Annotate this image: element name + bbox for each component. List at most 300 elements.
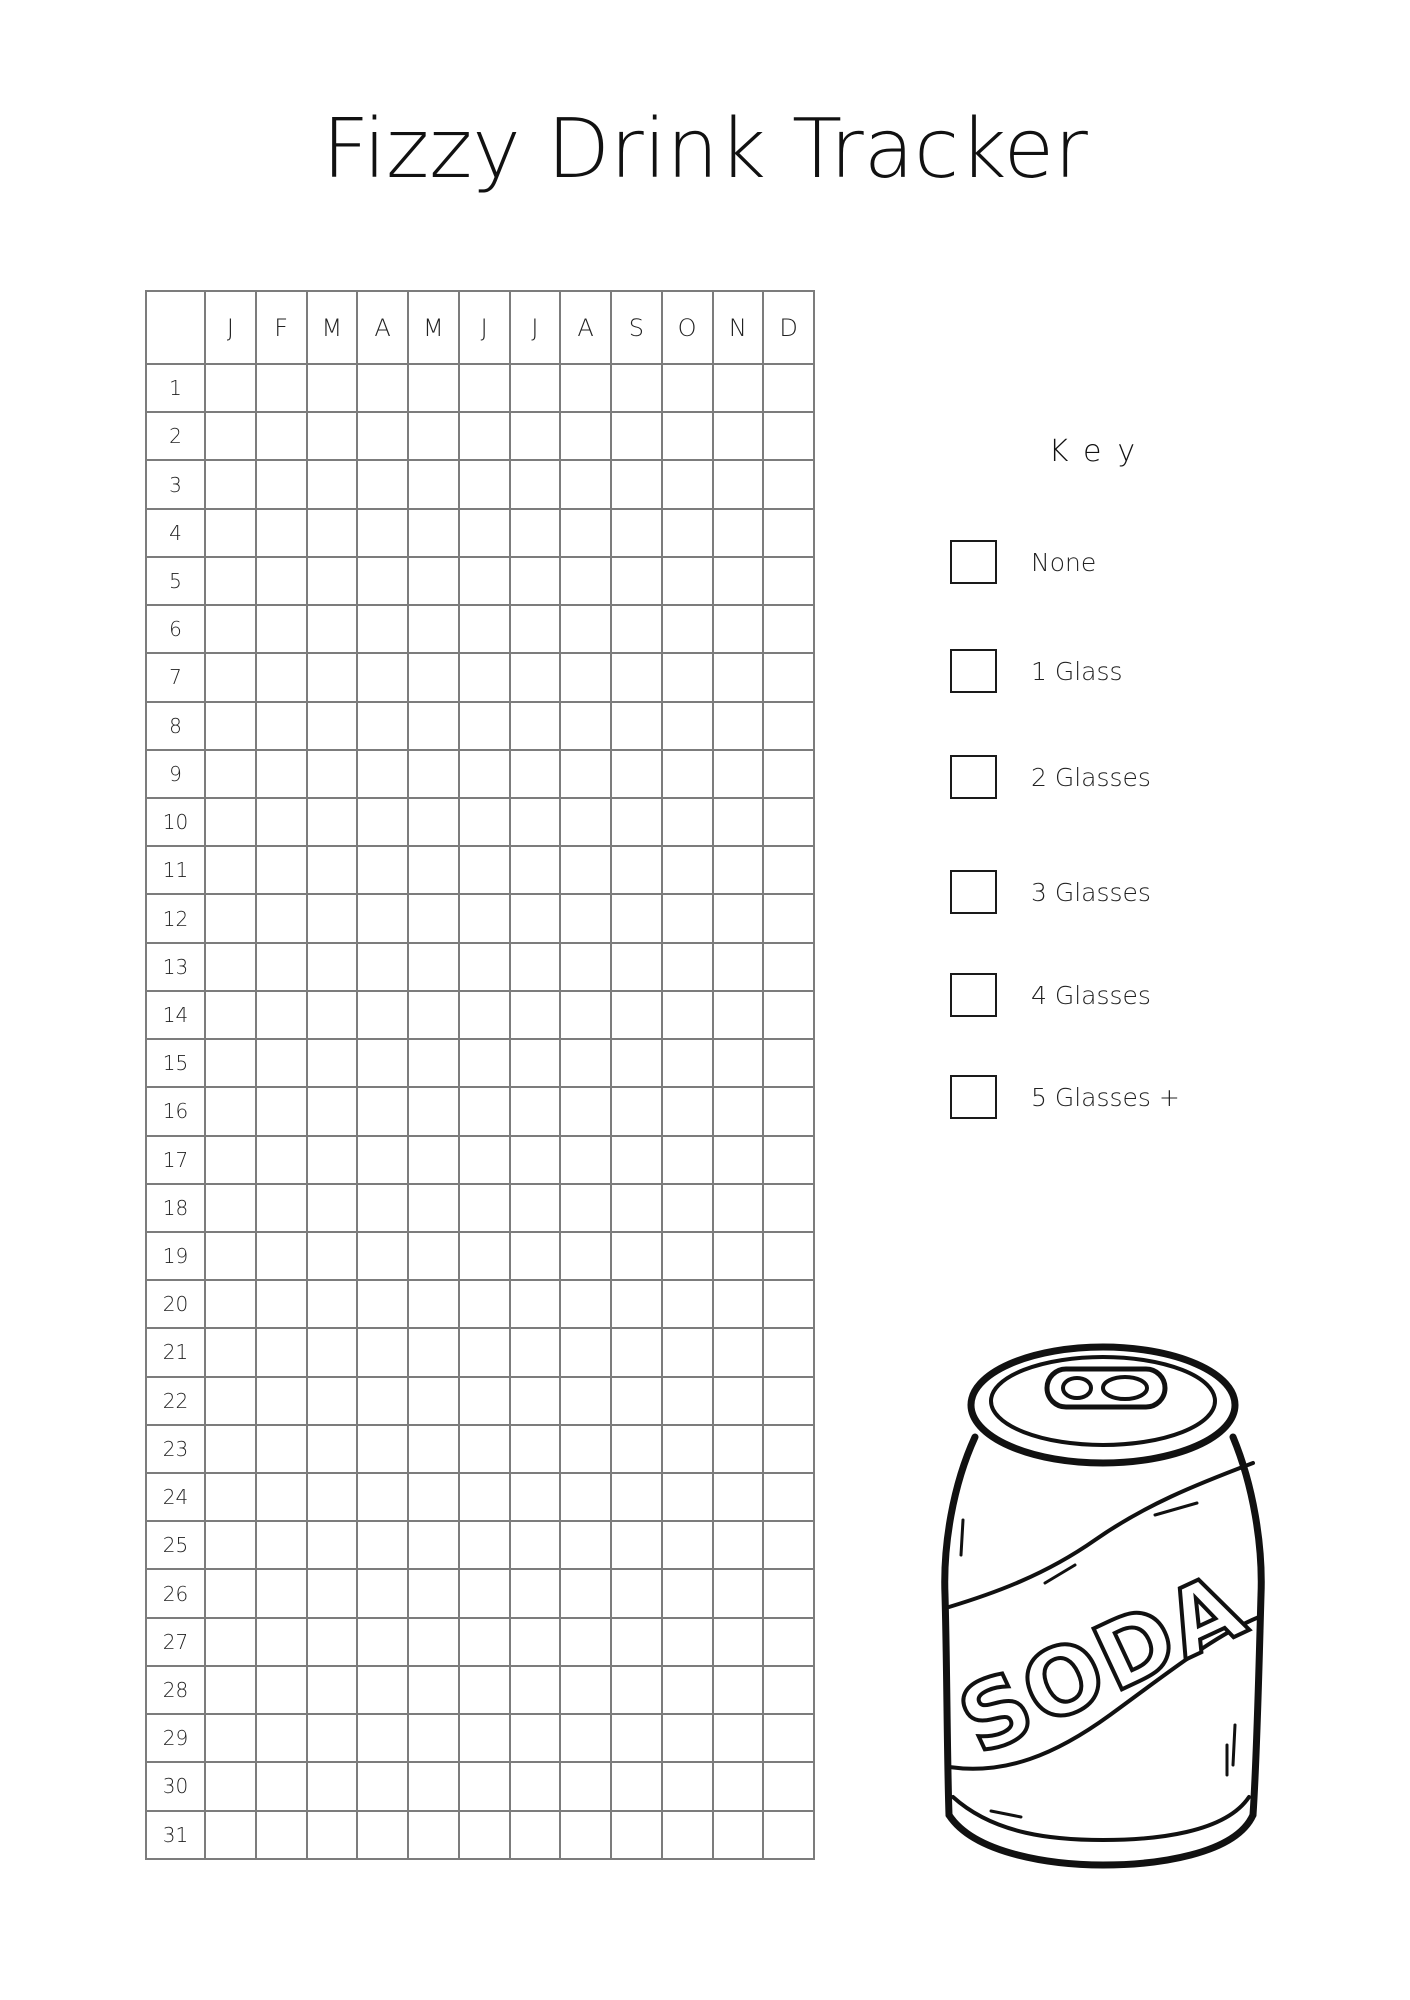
tracker-cell[interactable] <box>205 1232 256 1280</box>
tracker-cell[interactable] <box>713 605 764 653</box>
tracker-cell[interactable] <box>560 1328 611 1376</box>
tracker-cell[interactable] <box>357 894 408 942</box>
tracker-cell[interactable] <box>763 1136 814 1184</box>
tracker-cell[interactable] <box>307 509 358 557</box>
tracker-cell[interactable] <box>408 1232 459 1280</box>
tracker-cell[interactable] <box>662 1377 713 1425</box>
tracker-cell[interactable] <box>357 1473 408 1521</box>
key-box-1-glass[interactable] <box>950 649 997 693</box>
tracker-cell[interactable] <box>611 1280 662 1328</box>
tracker-cell[interactable] <box>459 1618 510 1666</box>
tracker-cell[interactable] <box>357 943 408 991</box>
tracker-cell[interactable] <box>611 653 662 701</box>
tracker-cell[interactable] <box>205 412 256 460</box>
tracker-cell[interactable] <box>510 943 561 991</box>
tracker-cell[interactable] <box>560 364 611 412</box>
tracker-cell[interactable] <box>560 1569 611 1617</box>
tracker-cell[interactable] <box>662 1039 713 1087</box>
tracker-cell[interactable] <box>662 750 713 798</box>
tracker-cell[interactable] <box>510 1618 561 1666</box>
tracker-cell[interactable] <box>205 605 256 653</box>
tracker-cell[interactable] <box>256 1377 307 1425</box>
tracker-cell[interactable] <box>560 412 611 460</box>
tracker-cell[interactable] <box>662 1328 713 1376</box>
tracker-cell[interactable] <box>205 943 256 991</box>
tracker-cell[interactable] <box>510 412 561 460</box>
tracker-cell[interactable] <box>256 1714 307 1762</box>
tracker-cell[interactable] <box>560 702 611 750</box>
tracker-cell[interactable] <box>611 460 662 508</box>
tracker-cell[interactable] <box>713 1184 764 1232</box>
tracker-cell[interactable] <box>560 1521 611 1569</box>
tracker-cell[interactable] <box>408 846 459 894</box>
tracker-cell[interactable] <box>408 702 459 750</box>
tracker-cell[interactable] <box>662 364 713 412</box>
tracker-cell[interactable] <box>459 943 510 991</box>
tracker-cell[interactable] <box>713 364 764 412</box>
tracker-cell[interactable] <box>256 846 307 894</box>
tracker-cell[interactable] <box>763 1232 814 1280</box>
tracker-cell[interactable] <box>205 1039 256 1087</box>
tracker-cell[interactable] <box>763 364 814 412</box>
tracker-cell[interactable] <box>713 702 764 750</box>
tracker-cell[interactable] <box>459 1039 510 1087</box>
tracker-cell[interactable] <box>307 1136 358 1184</box>
tracker-cell[interactable] <box>357 1762 408 1810</box>
tracker-cell[interactable] <box>763 750 814 798</box>
tracker-cell[interactable] <box>662 1136 713 1184</box>
tracker-cell[interactable] <box>611 1521 662 1569</box>
tracker-cell[interactable] <box>459 605 510 653</box>
tracker-cell[interactable] <box>357 1666 408 1714</box>
tracker-cell[interactable] <box>357 1811 408 1859</box>
tracker-cell[interactable] <box>205 1280 256 1328</box>
tracker-cell[interactable] <box>560 943 611 991</box>
tracker-cell[interactable] <box>459 894 510 942</box>
tracker-cell[interactable] <box>713 1618 764 1666</box>
tracker-cell[interactable] <box>560 991 611 1039</box>
tracker-cell[interactable] <box>662 846 713 894</box>
tracker-cell[interactable] <box>611 509 662 557</box>
tracker-cell[interactable] <box>510 1521 561 1569</box>
tracker-cell[interactable] <box>357 412 408 460</box>
tracker-cell[interactable] <box>510 1714 561 1762</box>
tracker-cell[interactable] <box>408 991 459 1039</box>
tracker-cell[interactable] <box>408 1569 459 1617</box>
tracker-cell[interactable] <box>713 846 764 894</box>
tracker-cell[interactable] <box>459 1377 510 1425</box>
tracker-cell[interactable] <box>662 460 713 508</box>
tracker-cell[interactable] <box>459 798 510 846</box>
tracker-cell[interactable] <box>408 750 459 798</box>
tracker-cell[interactable] <box>763 702 814 750</box>
tracker-cell[interactable] <box>510 605 561 653</box>
tracker-cell[interactable] <box>357 991 408 1039</box>
tracker-cell[interactable] <box>763 460 814 508</box>
tracker-cell[interactable] <box>408 1618 459 1666</box>
tracker-cell[interactable] <box>713 1569 764 1617</box>
tracker-cell[interactable] <box>357 605 408 653</box>
tracker-cell[interactable] <box>763 894 814 942</box>
tracker-cell[interactable] <box>357 1136 408 1184</box>
tracker-cell[interactable] <box>256 991 307 1039</box>
tracker-cell[interactable] <box>307 991 358 1039</box>
tracker-cell[interactable] <box>205 1618 256 1666</box>
tracker-cell[interactable] <box>560 846 611 894</box>
tracker-cell[interactable] <box>357 1377 408 1425</box>
tracker-cell[interactable] <box>510 1136 561 1184</box>
tracker-cell[interactable] <box>256 1425 307 1473</box>
tracker-cell[interactable] <box>459 1473 510 1521</box>
tracker-cell[interactable] <box>713 460 764 508</box>
key-box-3-glasses[interactable] <box>950 870 997 914</box>
tracker-cell[interactable] <box>307 1087 358 1135</box>
tracker-cell[interactable] <box>510 750 561 798</box>
tracker-cell[interactable] <box>357 798 408 846</box>
tracker-cell[interactable] <box>307 1666 358 1714</box>
tracker-cell[interactable] <box>662 557 713 605</box>
tracker-cell[interactable] <box>256 1136 307 1184</box>
tracker-cell[interactable] <box>713 1811 764 1859</box>
tracker-cell[interactable] <box>662 1232 713 1280</box>
tracker-cell[interactable] <box>408 1087 459 1135</box>
tracker-cell[interactable] <box>662 991 713 1039</box>
tracker-cell[interactable] <box>611 1039 662 1087</box>
tracker-cell[interactable] <box>611 1087 662 1135</box>
tracker-cell[interactable] <box>763 1184 814 1232</box>
tracker-cell[interactable] <box>510 1569 561 1617</box>
tracker-cell[interactable] <box>256 750 307 798</box>
tracker-cell[interactable] <box>459 412 510 460</box>
tracker-cell[interactable] <box>510 1666 561 1714</box>
tracker-cell[interactable] <box>763 1521 814 1569</box>
tracker-cell[interactable] <box>408 605 459 653</box>
tracker-cell[interactable] <box>357 1184 408 1232</box>
tracker-cell[interactable] <box>205 702 256 750</box>
tracker-cell[interactable] <box>510 1232 561 1280</box>
tracker-cell[interactable] <box>307 1714 358 1762</box>
tracker-cell[interactable] <box>357 364 408 412</box>
tracker-cell[interactable] <box>307 460 358 508</box>
tracker-cell[interactable] <box>510 991 561 1039</box>
tracker-cell[interactable] <box>560 557 611 605</box>
tracker-cell[interactable] <box>205 1569 256 1617</box>
tracker-cell[interactable] <box>560 1618 611 1666</box>
tracker-cell[interactable] <box>713 1521 764 1569</box>
tracker-cell[interactable] <box>256 894 307 942</box>
tracker-cell[interactable] <box>662 1762 713 1810</box>
tracker-cell[interactable] <box>662 1184 713 1232</box>
tracker-cell[interactable] <box>510 1425 561 1473</box>
tracker-cell[interactable] <box>205 1377 256 1425</box>
tracker-cell[interactable] <box>510 460 561 508</box>
tracker-cell[interactable] <box>560 653 611 701</box>
tracker-cell[interactable] <box>662 605 713 653</box>
tracker-cell[interactable] <box>713 1473 764 1521</box>
tracker-cell[interactable] <box>459 653 510 701</box>
tracker-cell[interactable] <box>307 1811 358 1859</box>
tracker-cell[interactable] <box>307 1280 358 1328</box>
tracker-cell[interactable] <box>256 702 307 750</box>
tracker-cell[interactable] <box>713 1377 764 1425</box>
tracker-cell[interactable] <box>560 1087 611 1135</box>
tracker-cell[interactable] <box>408 460 459 508</box>
key-box-2-glasses[interactable] <box>950 755 997 799</box>
tracker-cell[interactable] <box>611 798 662 846</box>
tracker-cell[interactable] <box>662 509 713 557</box>
tracker-cell[interactable] <box>357 1328 408 1376</box>
tracker-cell[interactable] <box>256 1184 307 1232</box>
tracker-cell[interactable] <box>510 1762 561 1810</box>
tracker-cell[interactable] <box>560 750 611 798</box>
tracker-cell[interactable] <box>763 653 814 701</box>
tracker-cell[interactable] <box>256 1328 307 1376</box>
tracker-cell[interactable] <box>307 557 358 605</box>
tracker-cell[interactable] <box>763 1280 814 1328</box>
tracker-cell[interactable] <box>510 1039 561 1087</box>
tracker-cell[interactable] <box>256 1666 307 1714</box>
tracker-cell[interactable] <box>205 460 256 508</box>
tracker-cell[interactable] <box>560 1811 611 1859</box>
tracker-cell[interactable] <box>256 1811 307 1859</box>
tracker-cell[interactable] <box>611 605 662 653</box>
tracker-cell[interactable] <box>713 1328 764 1376</box>
tracker-cell[interactable] <box>459 1280 510 1328</box>
tracker-cell[interactable] <box>459 1136 510 1184</box>
tracker-cell[interactable] <box>662 798 713 846</box>
tracker-cell[interactable] <box>510 1811 561 1859</box>
key-box-4-glasses[interactable] <box>950 973 997 1017</box>
tracker-cell[interactable] <box>408 1039 459 1087</box>
tracker-cell[interactable] <box>662 1811 713 1859</box>
tracker-cell[interactable] <box>662 1425 713 1473</box>
tracker-cell[interactable] <box>357 1618 408 1666</box>
tracker-cell[interactable] <box>205 364 256 412</box>
tracker-cell[interactable] <box>357 1087 408 1135</box>
tracker-cell[interactable] <box>611 1377 662 1425</box>
tracker-cell[interactable] <box>256 943 307 991</box>
tracker-cell[interactable] <box>256 364 307 412</box>
tracker-cell[interactable] <box>307 1232 358 1280</box>
tracker-cell[interactable] <box>307 1425 358 1473</box>
tracker-cell[interactable] <box>763 557 814 605</box>
tracker-cell[interactable] <box>611 1618 662 1666</box>
tracker-cell[interactable] <box>408 1762 459 1810</box>
tracker-cell[interactable] <box>763 1714 814 1762</box>
tracker-cell[interactable] <box>662 943 713 991</box>
tracker-cell[interactable] <box>408 1521 459 1569</box>
tracker-cell[interactable] <box>357 750 408 798</box>
tracker-cell[interactable] <box>357 509 408 557</box>
tracker-cell[interactable] <box>408 364 459 412</box>
tracker-cell[interactable] <box>459 750 510 798</box>
tracker-cell[interactable] <box>662 894 713 942</box>
tracker-cell[interactable] <box>662 1521 713 1569</box>
tracker-cell[interactable] <box>205 1184 256 1232</box>
tracker-cell[interactable] <box>560 509 611 557</box>
tracker-cell[interactable] <box>713 1280 764 1328</box>
tracker-cell[interactable] <box>408 1136 459 1184</box>
tracker-cell[interactable] <box>611 1714 662 1762</box>
tracker-cell[interactable] <box>713 1039 764 1087</box>
tracker-cell[interactable] <box>713 509 764 557</box>
tracker-cell[interactable] <box>611 894 662 942</box>
tracker-cell[interactable] <box>357 1521 408 1569</box>
tracker-cell[interactable] <box>459 1184 510 1232</box>
tracker-cell[interactable] <box>763 798 814 846</box>
tracker-cell[interactable] <box>713 1232 764 1280</box>
tracker-cell[interactable] <box>763 1473 814 1521</box>
tracker-cell[interactable] <box>611 364 662 412</box>
tracker-cell[interactable] <box>205 894 256 942</box>
tracker-cell[interactable] <box>611 1328 662 1376</box>
tracker-cell[interactable] <box>459 509 510 557</box>
tracker-cell[interactable] <box>763 1762 814 1810</box>
tracker-cell[interactable] <box>205 846 256 894</box>
tracker-cell[interactable] <box>408 509 459 557</box>
tracker-cell[interactable] <box>459 846 510 894</box>
tracker-cell[interactable] <box>205 991 256 1039</box>
tracker-cell[interactable] <box>256 1473 307 1521</box>
tracker-cell[interactable] <box>256 605 307 653</box>
tracker-cell[interactable] <box>510 1473 561 1521</box>
tracker-cell[interactable] <box>763 1618 814 1666</box>
tracker-cell[interactable] <box>763 991 814 1039</box>
tracker-cell[interactable] <box>713 1762 764 1810</box>
tracker-cell[interactable] <box>560 1714 611 1762</box>
tracker-cell[interactable] <box>205 1714 256 1762</box>
tracker-cell[interactable] <box>205 1473 256 1521</box>
tracker-cell[interactable] <box>662 702 713 750</box>
tracker-cell[interactable] <box>408 412 459 460</box>
tracker-cell[interactable] <box>611 1232 662 1280</box>
tracker-cell[interactable] <box>662 1280 713 1328</box>
tracker-cell[interactable] <box>357 460 408 508</box>
tracker-cell[interactable] <box>256 509 307 557</box>
tracker-cell[interactable] <box>459 991 510 1039</box>
tracker-cell[interactable] <box>307 605 358 653</box>
tracker-cell[interactable] <box>510 1184 561 1232</box>
tracker-cell[interactable] <box>713 943 764 991</box>
tracker-cell[interactable] <box>408 1184 459 1232</box>
tracker-cell[interactable] <box>662 1473 713 1521</box>
tracker-cell[interactable] <box>408 1714 459 1762</box>
tracker-cell[interactable] <box>205 653 256 701</box>
tracker-cell[interactable] <box>205 557 256 605</box>
tracker-cell[interactable] <box>713 798 764 846</box>
tracker-cell[interactable] <box>307 1521 358 1569</box>
tracker-cell[interactable] <box>560 1232 611 1280</box>
tracker-cell[interactable] <box>459 1521 510 1569</box>
tracker-cell[interactable] <box>256 798 307 846</box>
tracker-cell[interactable] <box>662 1666 713 1714</box>
tracker-cell[interactable] <box>307 412 358 460</box>
tracker-cell[interactable] <box>459 1811 510 1859</box>
tracker-cell[interactable] <box>205 1521 256 1569</box>
tracker-cell[interactable] <box>307 1473 358 1521</box>
tracker-cell[interactable] <box>408 557 459 605</box>
tracker-cell[interactable] <box>408 894 459 942</box>
tracker-cell[interactable] <box>408 653 459 701</box>
tracker-cell[interactable] <box>611 846 662 894</box>
tracker-cell[interactable] <box>459 1714 510 1762</box>
tracker-cell[interactable] <box>510 1280 561 1328</box>
tracker-cell[interactable] <box>662 1569 713 1617</box>
tracker-cell[interactable] <box>256 557 307 605</box>
tracker-cell[interactable] <box>459 1762 510 1810</box>
tracker-cell[interactable] <box>763 846 814 894</box>
tracker-cell[interactable] <box>205 1811 256 1859</box>
tracker-cell[interactable] <box>307 364 358 412</box>
tracker-cell[interactable] <box>256 653 307 701</box>
tracker-cell[interactable] <box>459 364 510 412</box>
tracker-cell[interactable] <box>763 1425 814 1473</box>
tracker-cell[interactable] <box>713 1666 764 1714</box>
tracker-cell[interactable] <box>357 1714 408 1762</box>
tracker-cell[interactable] <box>307 702 358 750</box>
tracker-cell[interactable] <box>408 1811 459 1859</box>
tracker-cell[interactable] <box>560 1280 611 1328</box>
tracker-cell[interactable] <box>408 1377 459 1425</box>
tracker-cell[interactable] <box>662 1714 713 1762</box>
tracker-cell[interactable] <box>510 702 561 750</box>
tracker-cell[interactable] <box>713 1425 764 1473</box>
tracker-cell[interactable] <box>510 798 561 846</box>
tracker-cell[interactable] <box>256 1762 307 1810</box>
tracker-cell[interactable] <box>713 412 764 460</box>
tracker-cell[interactable] <box>357 1280 408 1328</box>
tracker-cell[interactable] <box>510 653 561 701</box>
tracker-cell[interactable] <box>611 750 662 798</box>
tracker-cell[interactable] <box>408 798 459 846</box>
tracker-cell[interactable] <box>408 1473 459 1521</box>
tracker-cell[interactable] <box>560 1039 611 1087</box>
tracker-cell[interactable] <box>611 1473 662 1521</box>
tracker-cell[interactable] <box>307 750 358 798</box>
tracker-cell[interactable] <box>763 943 814 991</box>
tracker-cell[interactable] <box>763 1666 814 1714</box>
tracker-cell[interactable] <box>307 1184 358 1232</box>
tracker-cell[interactable] <box>763 605 814 653</box>
tracker-cell[interactable] <box>256 1618 307 1666</box>
tracker-cell[interactable] <box>408 1666 459 1714</box>
tracker-cell[interactable] <box>307 943 358 991</box>
tracker-cell[interactable] <box>357 702 408 750</box>
tracker-cell[interactable] <box>662 1087 713 1135</box>
tracker-cell[interactable] <box>459 557 510 605</box>
tracker-cell[interactable] <box>357 653 408 701</box>
tracker-cell[interactable] <box>560 1136 611 1184</box>
tracker-cell[interactable] <box>205 798 256 846</box>
tracker-cell[interactable] <box>205 750 256 798</box>
tracker-cell[interactable] <box>408 1280 459 1328</box>
tracker-cell[interactable] <box>459 702 510 750</box>
tracker-cell[interactable] <box>560 798 611 846</box>
tracker-cell[interactable] <box>205 1328 256 1376</box>
tracker-cell[interactable] <box>560 1184 611 1232</box>
tracker-cell[interactable] <box>560 1425 611 1473</box>
tracker-cell[interactable] <box>357 846 408 894</box>
tracker-cell[interactable] <box>560 1762 611 1810</box>
tracker-cell[interactable] <box>560 1377 611 1425</box>
tracker-cell[interactable] <box>256 1232 307 1280</box>
tracker-cell[interactable] <box>408 1425 459 1473</box>
tracker-cell[interactable] <box>611 1184 662 1232</box>
tracker-cell[interactable] <box>560 460 611 508</box>
tracker-cell[interactable] <box>307 1039 358 1087</box>
tracker-cell[interactable] <box>205 1087 256 1135</box>
tracker-cell[interactable] <box>357 1039 408 1087</box>
